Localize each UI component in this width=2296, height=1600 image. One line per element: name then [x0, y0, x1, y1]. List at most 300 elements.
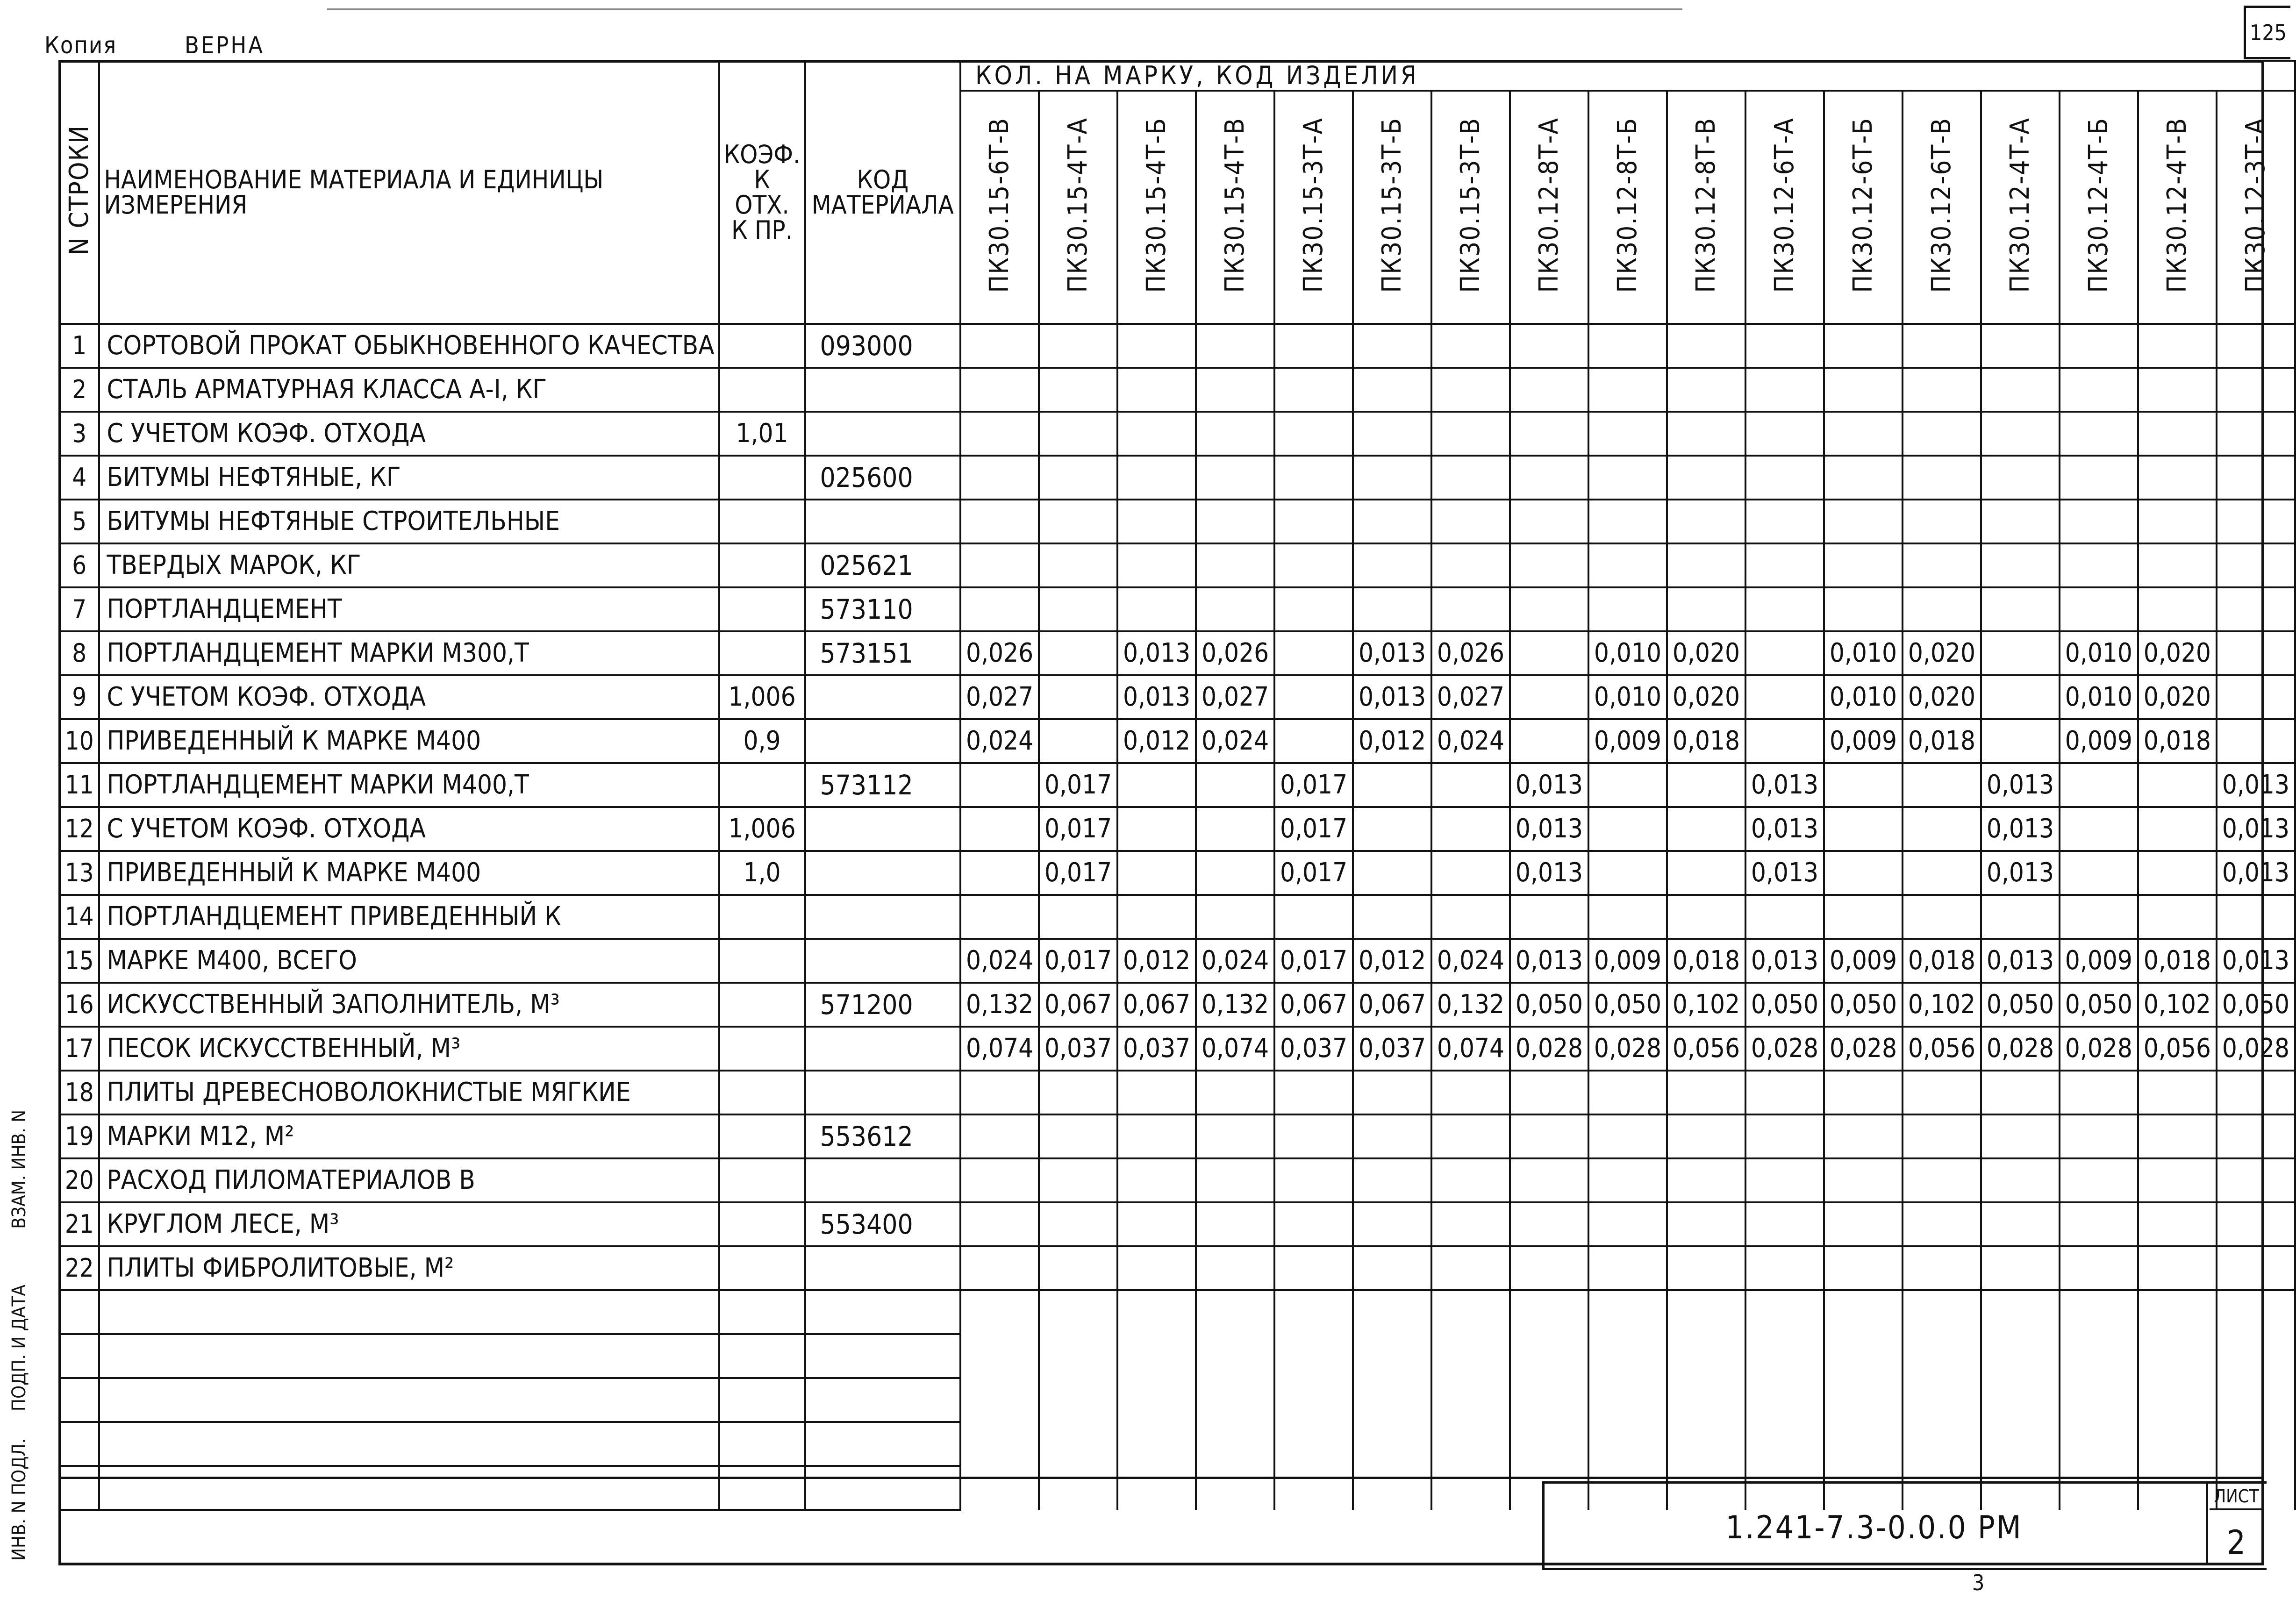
material-coef: 1,006	[719, 807, 805, 851]
quantity-cell	[1510, 412, 1588, 456]
header-product-6	[1353, 91, 1431, 324]
quantity-cell	[1903, 807, 1981, 851]
empty-cell	[1903, 1334, 1981, 1378]
quantity-cell	[2138, 1114, 2217, 1158]
quantity-cell: 0,027	[1196, 675, 1274, 719]
material-coef: 1,0	[719, 851, 805, 895]
empty-cell	[2060, 1422, 2138, 1466]
empty-cell	[805, 1290, 961, 1334]
material-coef	[719, 939, 805, 983]
quantity-cell	[960, 368, 1039, 412]
material-name: ПОРТЛАНДЦЕМЕНТ	[99, 587, 719, 631]
quantity-cell	[1274, 895, 1353, 939]
quantity-cell: 0,013	[2217, 763, 2295, 807]
empty-cell	[719, 1334, 805, 1378]
quantity-cell	[1745, 412, 1824, 456]
quantity-cell: 0,009	[1588, 719, 1667, 763]
table-row	[59, 1071, 2295, 1114]
quantity-cell	[2217, 543, 2295, 587]
quantity-cell	[1745, 1246, 1824, 1290]
quantity-cell	[2217, 368, 2295, 412]
empty-cell	[1510, 1290, 1588, 1334]
header-product-1	[960, 91, 1039, 324]
quantity-cell: 0,010	[1824, 675, 1903, 719]
quantity-cell: 0,050	[1510, 983, 1588, 1027]
empty-cell	[99, 1334, 719, 1378]
row-number: 15	[59, 939, 99, 983]
quantity-cell	[1117, 851, 1196, 895]
table-row	[59, 719, 2295, 763]
quantity-cell	[1667, 500, 1745, 543]
quantity-cell	[1903, 1071, 1981, 1114]
table-row	[59, 543, 2295, 587]
quantity-cell	[1353, 763, 1431, 807]
quantity-cell	[1588, 412, 1667, 456]
quantity-cell	[1274, 543, 1353, 587]
quantity-cell	[1981, 719, 2060, 763]
empty-cell	[2217, 1290, 2295, 1334]
quantity-cell	[1824, 543, 1903, 587]
quantity-cell: 0,050	[2060, 983, 2138, 1027]
quantity-cell	[1745, 368, 1824, 412]
quantity-cell	[1745, 587, 1824, 631]
quantity-cell	[1510, 1158, 1588, 1202]
product-code-label: ПК30.12-3Т-А	[2240, 117, 2271, 293]
material-code: 571200	[805, 983, 961, 1027]
quantity-cell: 0,067	[1274, 983, 1353, 1027]
quantity-cell	[1039, 456, 1117, 500]
quantity-cell: 0,018	[2138, 719, 2217, 763]
quantity-cell	[1353, 1246, 1431, 1290]
empty-cell	[805, 1334, 961, 1378]
empty-cell	[1981, 1334, 2060, 1378]
quantity-cell	[1588, 807, 1667, 851]
product-code-label: ПК30.12-4Т-В	[2161, 117, 2192, 293]
material-coef	[719, 587, 805, 631]
quantity-cell	[1274, 1071, 1353, 1114]
quantity-cell: 0,013	[1117, 675, 1196, 719]
quantity-cell: 0,017	[1039, 851, 1117, 895]
empty-cell	[1667, 1378, 1745, 1422]
quantity-cell	[1039, 412, 1117, 456]
quantity-cell	[1667, 807, 1745, 851]
quantity-cell	[960, 412, 1039, 456]
quantity-cell	[1353, 807, 1431, 851]
product-code-label: ПК30.12-8Т-А	[1534, 117, 1564, 293]
quantity-cell	[1117, 324, 1196, 368]
header-product-5	[1274, 91, 1353, 324]
material-name: ПЛИТЫ ФИБРОЛИТОВЫЕ, М²	[99, 1246, 719, 1290]
quantity-cell	[1510, 631, 1588, 675]
sheet-label: ЛИСТ	[2210, 1486, 2263, 1510]
header-product-13	[1903, 91, 1981, 324]
quantity-cell: 0,020	[2138, 675, 2217, 719]
material-name: КРУГЛОМ ЛЕСЕ, М³	[99, 1202, 719, 1246]
material-code	[805, 412, 961, 456]
empty-cell	[1431, 1334, 1510, 1378]
header-product-14	[1981, 91, 2060, 324]
product-code-label: ПК30.15-3Т-Б	[1377, 117, 1408, 293]
empty-cell	[1117, 1466, 1196, 1510]
material-name: ПРИВЕДЕННЫЙ К МАРКЕ М400	[99, 719, 719, 763]
quantity-cell	[1903, 500, 1981, 543]
material-coef	[719, 1246, 805, 1290]
quantity-cell	[1745, 500, 1824, 543]
quantity-cell	[1745, 1202, 1824, 1246]
quantity-cell	[1981, 1071, 2060, 1114]
quantity-cell	[1117, 587, 1196, 631]
empty-cell	[1981, 1422, 2060, 1466]
material-name: С УЧЕТОМ КОЭФ. ОТХОДА	[99, 675, 719, 719]
quantity-cell	[1667, 1071, 1745, 1114]
quantity-cell	[1745, 631, 1824, 675]
table-row	[59, 324, 2295, 368]
quantity-cell: 0,012	[1117, 719, 1196, 763]
row-number: 3	[59, 412, 99, 456]
quantity-cell	[960, 456, 1039, 500]
quantity-cell: 0,013	[1745, 939, 1824, 983]
quantity-cell	[2060, 1202, 2138, 1246]
quantity-cell	[1274, 1202, 1353, 1246]
quantity-cell: 0,050	[1824, 983, 1903, 1027]
header-product-15	[2060, 91, 2138, 324]
quantity-cell	[1117, 456, 1196, 500]
empty-cell	[1353, 1422, 1431, 1466]
quantity-cell	[1117, 895, 1196, 939]
empty-cell	[1039, 1334, 1117, 1378]
quantity-cell	[2138, 587, 2217, 631]
quantity-cell: 0,024	[1196, 719, 1274, 763]
quantity-cell	[1510, 1114, 1588, 1158]
quantity-cell	[1903, 851, 1981, 895]
quantity-cell: 0,012	[1117, 939, 1196, 983]
quantity-cell	[1196, 851, 1274, 895]
empty-cell	[1431, 1290, 1510, 1334]
material-coef	[719, 895, 805, 939]
quantity-cell: 0,018	[1903, 939, 1981, 983]
quantity-cell: 0,050	[2217, 983, 2295, 1027]
quantity-cell	[1824, 587, 1903, 631]
quantity-cell: 0,013	[1981, 939, 2060, 983]
header-code: КОД МАТЕРИАЛА	[805, 61, 961, 324]
quantity-cell	[1824, 500, 1903, 543]
quantity-cell	[1667, 851, 1745, 895]
quantity-cell	[1981, 675, 2060, 719]
material-name: ПЛИТЫ ДРЕВЕСНОВОЛОКНИСТЫЕ МЯГКИЕ	[99, 1071, 719, 1114]
quantity-cell	[1510, 719, 1588, 763]
empty-cell	[1824, 1290, 1903, 1334]
table-row	[59, 456, 2295, 500]
empty-cell	[1667, 1334, 1745, 1378]
quantity-cell	[1510, 895, 1588, 939]
product-code-label: ПК30.15-4Т-Б	[1141, 117, 1172, 293]
product-code-label: ПК30.12-4Т-Б	[2083, 117, 2114, 293]
row-number: 12	[59, 807, 99, 851]
empty-cell	[719, 1290, 805, 1334]
row-number: 13	[59, 851, 99, 895]
quantity-cell: 0,024	[1431, 939, 1510, 983]
empty-cell	[2217, 1422, 2295, 1466]
quantity-cell: 0,020	[1667, 631, 1745, 675]
header-coef: КОЭФ. К ОТХ. К ПР.	[719, 61, 805, 324]
quantity-cell	[1431, 1071, 1510, 1114]
quantity-cell	[1274, 719, 1353, 763]
table-row	[59, 587, 2295, 631]
quantity-cell	[1903, 1158, 1981, 1202]
empty-cell	[1353, 1290, 1431, 1334]
document-code: 1.241-7.3-0.0.0 РМ	[1725, 1509, 2023, 1546]
quantity-cell	[1274, 631, 1353, 675]
quantity-cell: 0,017	[1274, 763, 1353, 807]
quantity-cell	[960, 807, 1039, 851]
quantity-cell: 0,012	[1353, 939, 1431, 983]
empty-cell	[1196, 1290, 1274, 1334]
quantity-cell: 0,037	[1274, 1027, 1353, 1071]
quantity-cell	[1824, 807, 1903, 851]
quantity-cell	[1274, 1114, 1353, 1158]
quantity-cell	[1903, 543, 1981, 587]
material-coef	[719, 1114, 805, 1158]
quantity-cell	[2060, 587, 2138, 631]
quantity-cell	[1431, 456, 1510, 500]
quantity-cell	[1510, 456, 1588, 500]
empty-cell	[960, 1466, 1039, 1510]
quantity-cell	[2060, 1158, 2138, 1202]
material-coef	[719, 543, 805, 587]
header-row-no	[59, 61, 99, 324]
quantity-cell: 0,009	[1588, 939, 1667, 983]
quantity-cell: 0,013	[1510, 851, 1588, 895]
quantity-cell	[1981, 631, 2060, 675]
quantity-cell: 0,026	[1196, 631, 1274, 675]
quantity-cell	[960, 500, 1039, 543]
quantity-cell	[1353, 1071, 1431, 1114]
quantity-cell	[1039, 675, 1117, 719]
empty-cell	[1431, 1422, 1510, 1466]
quantity-cell	[1117, 500, 1196, 543]
material-coef	[719, 368, 805, 412]
empty-cell	[1745, 1334, 1824, 1378]
quantity-cell	[1431, 587, 1510, 631]
empty-row	[59, 1422, 2295, 1466]
quantity-cell: 0,009	[2060, 719, 2138, 763]
quantity-cell: 0,013	[2217, 939, 2295, 983]
material-name: РАСХОД ПИЛОМАТЕРИАЛОВ В	[99, 1158, 719, 1202]
empty-cell	[99, 1290, 719, 1334]
quantity-cell	[2138, 324, 2217, 368]
quantity-cell	[2060, 456, 2138, 500]
true-label: ВЕРНА	[185, 32, 265, 59]
strip-sign-date: ПОДП. И ДАТА	[8, 1284, 30, 1411]
quantity-cell	[1274, 1158, 1353, 1202]
product-code-label: ПК30.12-6Т-Б	[1847, 117, 1878, 293]
row-number: 11	[59, 763, 99, 807]
empty-cell	[1274, 1466, 1353, 1510]
quantity-cell	[2060, 1071, 2138, 1114]
empty-cell	[1039, 1290, 1117, 1334]
table-row	[59, 1114, 2295, 1158]
material-code	[805, 1246, 961, 1290]
empty-cell	[1510, 1378, 1588, 1422]
material-coef: 1,01	[719, 412, 805, 456]
empty-cell	[2138, 1422, 2217, 1466]
empty-cell	[1903, 1422, 1981, 1466]
strip-replace-inv: ВЗАМ. ИНВ. N	[8, 1110, 30, 1229]
quantity-cell	[2217, 1202, 2295, 1246]
table-row	[59, 763, 2295, 807]
empty-cell	[59, 1290, 99, 1334]
product-code-label: ПК30.12-6Т-В	[1926, 117, 1957, 293]
quantity-cell	[1117, 763, 1196, 807]
quantity-cell	[2217, 1158, 2295, 1202]
empty-cell	[805, 1378, 961, 1422]
empty-row	[59, 1378, 2295, 1422]
quantity-cell	[1510, 1202, 1588, 1246]
quantity-cell	[1431, 895, 1510, 939]
empty-cell	[1745, 1378, 1824, 1422]
quantity-cell	[1903, 1114, 1981, 1158]
table-row	[59, 412, 2295, 456]
empty-cell	[960, 1422, 1039, 1466]
quantity-cell	[1039, 719, 1117, 763]
quantity-cell	[1196, 1158, 1274, 1202]
quantity-cell: 0,017	[1274, 807, 1353, 851]
quantity-cell: 0,027	[1431, 675, 1510, 719]
quantity-cell: 0,056	[2138, 1027, 2217, 1071]
material-code: 573112	[805, 763, 961, 807]
row-number: 6	[59, 543, 99, 587]
quantity-cell	[1274, 412, 1353, 456]
quantity-cell	[1117, 543, 1196, 587]
quantity-cell	[1196, 587, 1274, 631]
quantity-cell	[1274, 587, 1353, 631]
row-number: 7	[59, 587, 99, 631]
quantity-cell	[1588, 1071, 1667, 1114]
material-coef	[719, 1071, 805, 1114]
material-name: ИСКУССТВЕННЫЙ ЗАПОЛНИТЕЛЬ, М³	[99, 983, 719, 1027]
quantity-cell	[2060, 1114, 2138, 1158]
quantity-cell	[1588, 1246, 1667, 1290]
quantity-cell: 0,020	[1667, 675, 1745, 719]
empty-cell	[1274, 1290, 1353, 1334]
material-coef	[719, 500, 805, 543]
quantity-cell	[1667, 1114, 1745, 1158]
empty-row	[59, 1290, 2295, 1334]
quantity-cell	[1274, 675, 1353, 719]
quantity-cell	[1903, 587, 1981, 631]
quantity-cell	[2217, 324, 2295, 368]
quantity-cell	[1903, 895, 1981, 939]
empty-cell	[719, 1422, 805, 1466]
quantity-cell: 0,050	[1588, 983, 1667, 1027]
quantity-cell	[1431, 763, 1510, 807]
empty-cell	[1824, 1422, 1903, 1466]
quantity-cell	[1196, 500, 1274, 543]
header-product-17	[2217, 91, 2295, 324]
material-name: МАРКЕ М400, ВСЕГО	[99, 939, 719, 983]
empty-cell	[1274, 1334, 1353, 1378]
empty-cell	[2138, 1334, 2217, 1378]
quantity-cell	[1039, 1071, 1117, 1114]
quantity-cell	[1981, 456, 2060, 500]
quantity-cell: 0,010	[2060, 675, 2138, 719]
quantity-cell	[1117, 1246, 1196, 1290]
empty-cell	[1824, 1378, 1903, 1422]
table-row	[59, 631, 2295, 675]
quantity-cell: 0,024	[1196, 939, 1274, 983]
quantity-cell	[2217, 456, 2295, 500]
quantity-cell	[1588, 324, 1667, 368]
page-footer-number: 3	[1972, 1570, 1985, 1595]
quantity-cell	[2138, 543, 2217, 587]
quantity-cell: 0,018	[1667, 939, 1745, 983]
material-code	[805, 368, 961, 412]
quantity-cell	[2138, 456, 2217, 500]
quantity-cell: 0,013	[1981, 807, 2060, 851]
row-number: 16	[59, 983, 99, 1027]
product-code-label: ПК30.12-4Т-А	[2004, 117, 2035, 293]
quantity-cell	[1431, 412, 1510, 456]
quantity-cell	[1824, 1071, 1903, 1114]
quantity-cell: 0,018	[1667, 719, 1745, 763]
quantity-cell: 0,010	[1588, 675, 1667, 719]
quantity-cell: 0,013	[1353, 631, 1431, 675]
quantity-cell: 0,074	[1196, 1027, 1274, 1071]
quantity-cell	[2217, 1071, 2295, 1114]
empty-cell	[960, 1334, 1039, 1378]
quantity-cell: 0,009	[2060, 939, 2138, 983]
empty-cell	[719, 1378, 805, 1422]
quantity-cell	[1353, 500, 1431, 543]
quantity-cell	[2060, 543, 2138, 587]
quantity-cell	[2138, 1202, 2217, 1246]
quantity-cell: 0,074	[960, 1027, 1039, 1071]
quantity-cell	[1981, 543, 2060, 587]
quantity-cell	[960, 895, 1039, 939]
quantity-cell: 0,017	[1274, 939, 1353, 983]
quantity-cell: 0,013	[1981, 763, 2060, 807]
quantity-cell	[1667, 895, 1745, 939]
quantity-cell	[1745, 1114, 1824, 1158]
empty-cell	[1274, 1378, 1353, 1422]
header-product-16	[2138, 91, 2217, 324]
quantity-cell	[2138, 500, 2217, 543]
table-row	[59, 983, 2295, 1027]
quantity-cell: 0,017	[1039, 763, 1117, 807]
quantity-cell	[2060, 324, 2138, 368]
table-row	[59, 1202, 2295, 1246]
material-coef	[719, 763, 805, 807]
quantity-cell	[1274, 324, 1353, 368]
quantity-cell	[1824, 324, 1903, 368]
quantity-cell	[1274, 456, 1353, 500]
quantity-cell	[1039, 631, 1117, 675]
quantity-cell: 0,017	[1039, 939, 1117, 983]
quantity-cell	[1274, 1246, 1353, 1290]
quantity-cell	[1431, 1246, 1510, 1290]
quantity-cell	[1981, 324, 2060, 368]
empty-cell	[1981, 1290, 2060, 1334]
material-coef	[719, 631, 805, 675]
material-name: С УЧЕТОМ КОЭФ. ОТХОДА	[99, 412, 719, 456]
quantity-cell: 0,050	[1981, 983, 2060, 1027]
quantity-cell	[1196, 456, 1274, 500]
empty-cell	[1039, 1466, 1117, 1510]
material-name: С УЧЕТОМ КОЭФ. ОТХОДА	[99, 807, 719, 851]
quantity-cell	[2060, 763, 2138, 807]
empty-cell	[960, 1378, 1039, 1422]
quantity-cell	[1039, 895, 1117, 939]
